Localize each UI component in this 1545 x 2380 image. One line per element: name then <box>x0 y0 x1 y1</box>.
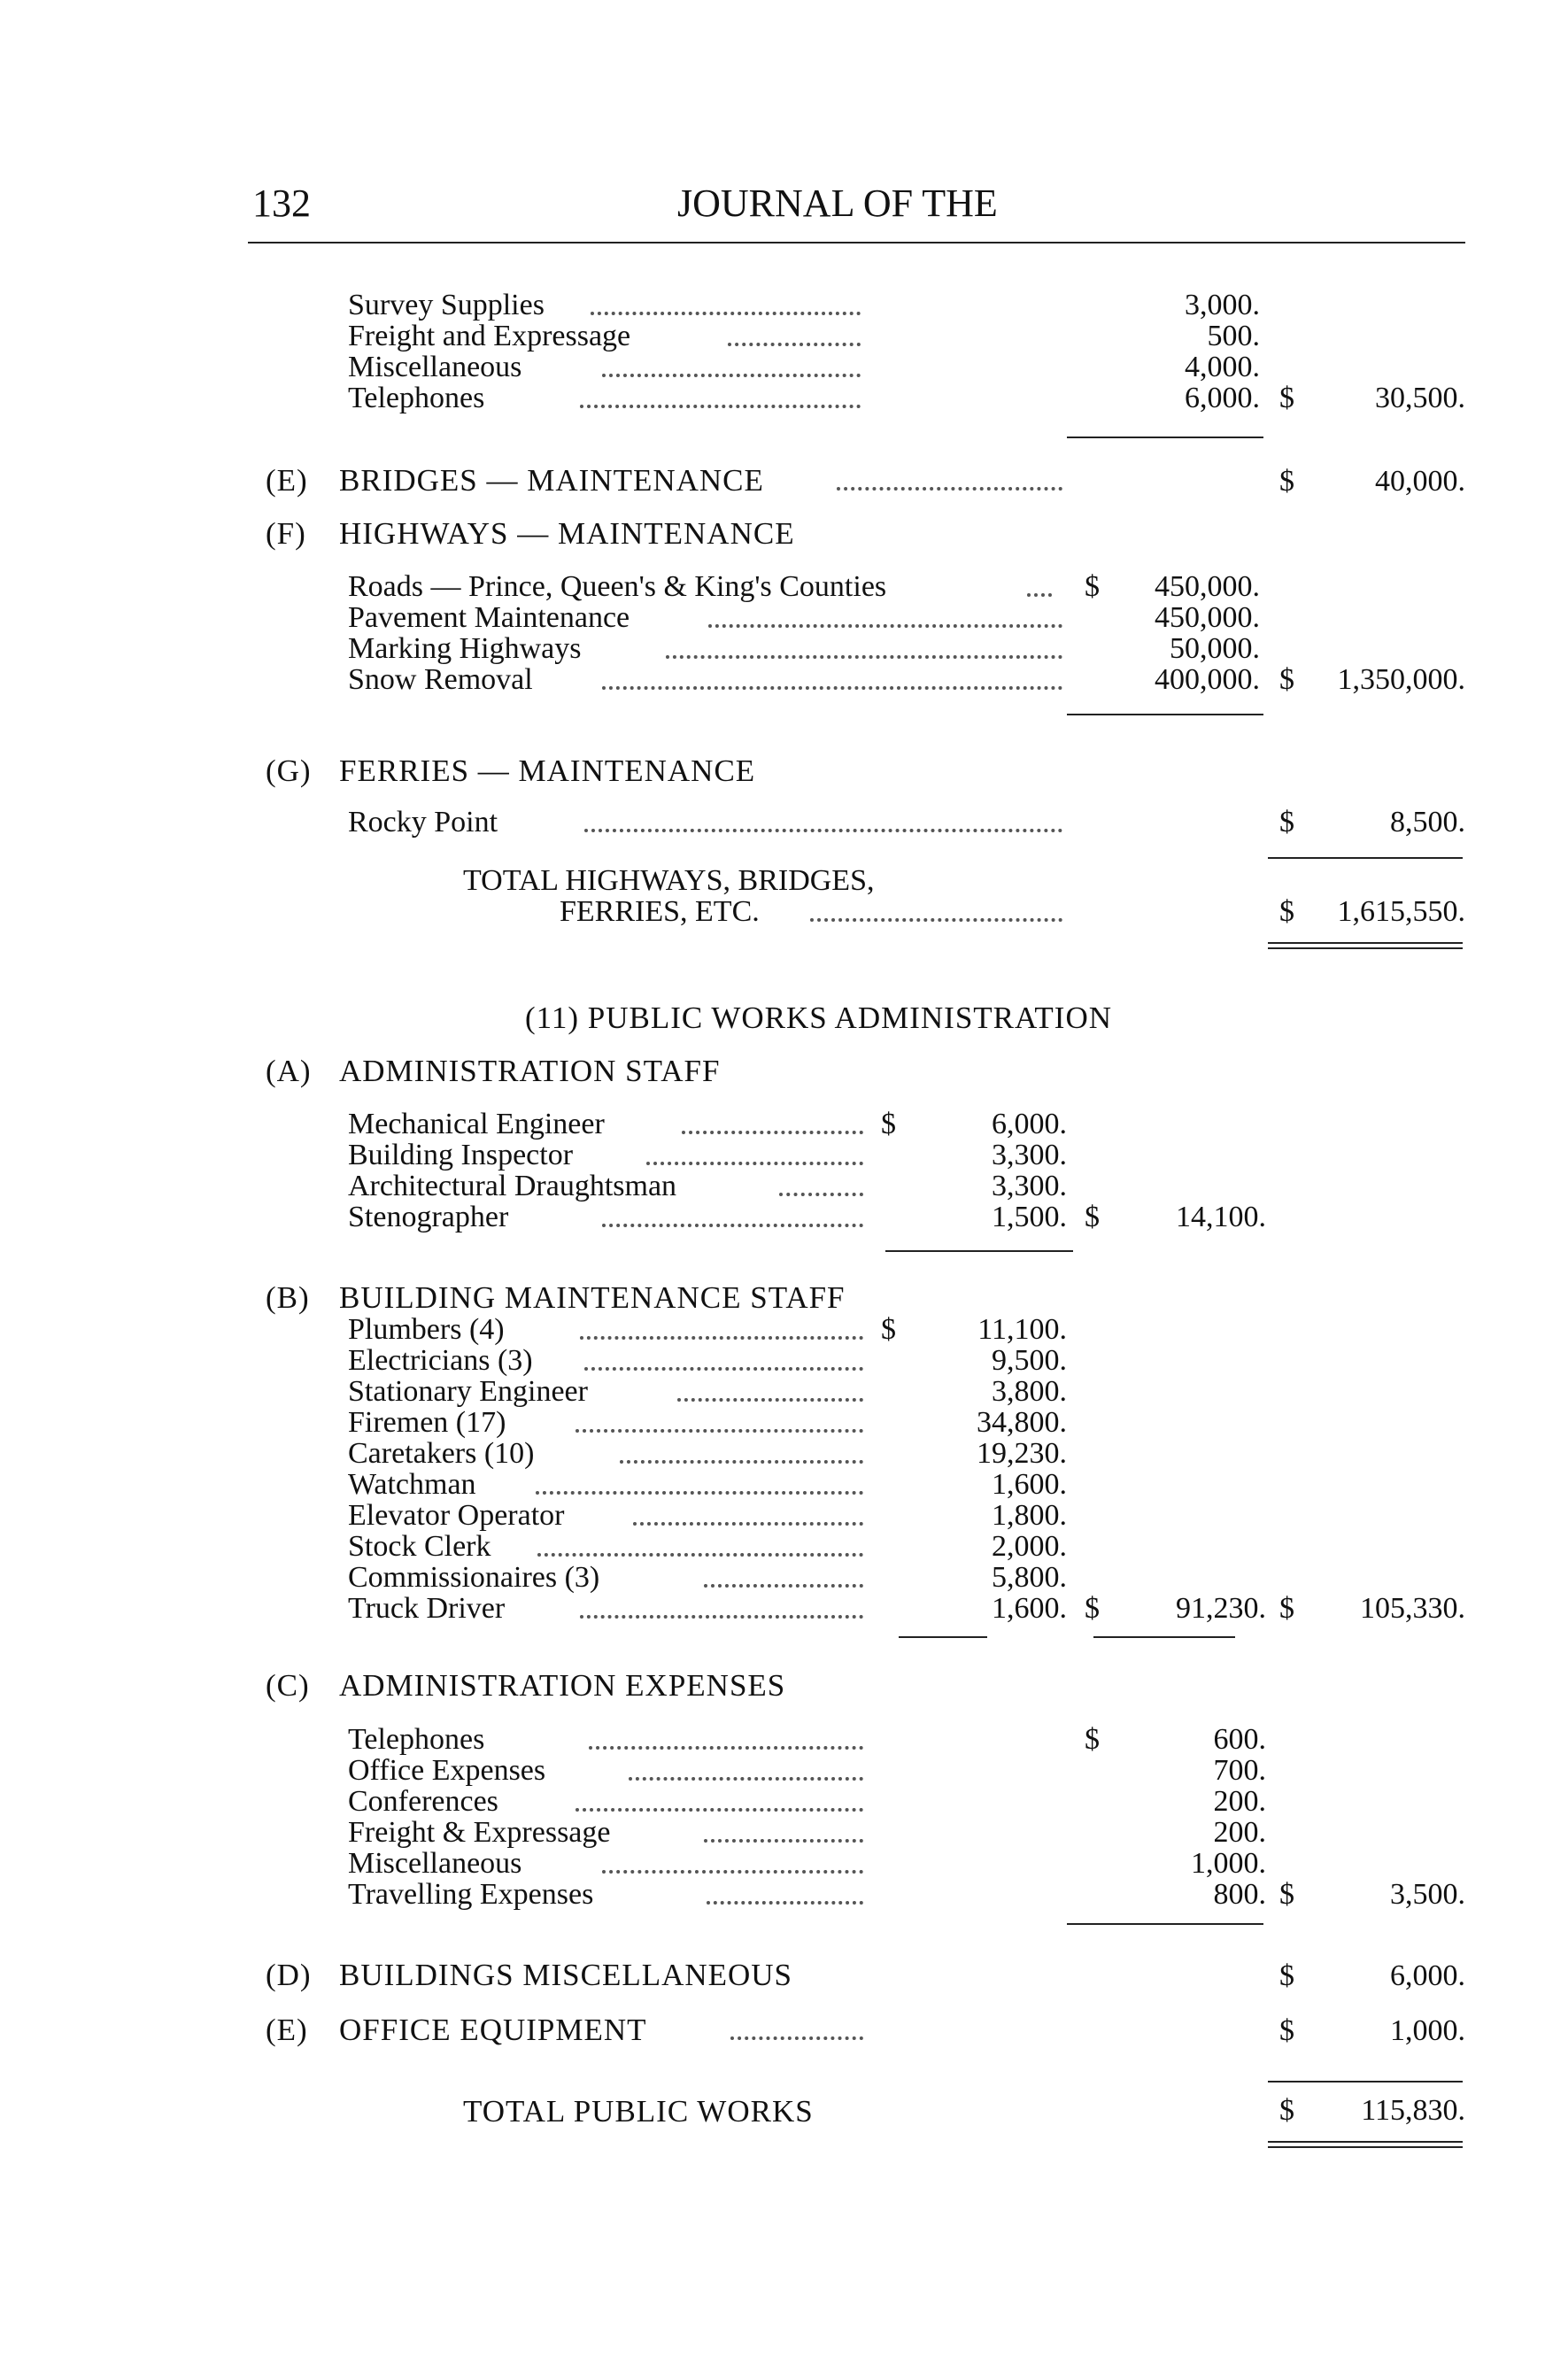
dot-leader <box>602 686 1062 690</box>
line-item-amount: 11,100. <box>977 1313 1067 1346</box>
dot-leader <box>707 1901 863 1905</box>
page-header-title: JOURNAL OF THE <box>677 182 998 225</box>
subtotal-rule <box>1093 1636 1235 1638</box>
line-item-label: Conferences <box>348 1785 498 1818</box>
line-item-amount: 450,000. <box>1155 570 1260 603</box>
line-item-amount: 34,800. <box>977 1406 1067 1439</box>
line-item-label: Stationary Engineer <box>348 1375 588 1408</box>
line-item-amount: 500. <box>1207 320 1260 352</box>
dot-leader <box>536 1491 863 1495</box>
dot-leader <box>580 1615 863 1619</box>
total-double-rule <box>1268 942 1463 949</box>
section-letter: (A) <box>266 1054 312 1088</box>
total-rule <box>1268 2081 1463 2082</box>
line-item-amount: 4,000. <box>1185 351 1260 383</box>
total-label: TOTAL HIGHWAYS, BRIDGES, <box>463 864 875 897</box>
line-item-label: Miscellaneous <box>348 1847 522 1880</box>
line-item-amount: 400,000. <box>1155 663 1260 696</box>
subtotal-rule <box>1067 714 1263 715</box>
section-heading: HIGHWAYS — MAINTENANCE <box>339 516 795 551</box>
section-letter: (E) <box>266 463 308 498</box>
section-heading: FERRIES — MAINTENANCE <box>339 753 756 788</box>
line-item-amount: 450,000. <box>1155 601 1260 634</box>
dollar-sign: $ <box>1279 465 1294 498</box>
line-item-label: Telephones <box>348 1723 485 1756</box>
line-item-amount: 50,000. <box>1170 632 1260 665</box>
subtotal-rule <box>1268 857 1463 859</box>
line-item-amount: 200. <box>1213 1785 1266 1818</box>
section-heading: ADMINISTRATION STAFF <box>339 1054 721 1088</box>
line-item-label: Electricians (3) <box>348 1344 533 1377</box>
dot-leader <box>837 487 1062 491</box>
dot-leader <box>666 655 1062 659</box>
dot-leader <box>620 1460 863 1464</box>
line-item-label: Stenographer <box>348 1201 509 1233</box>
dollar-sign: $ <box>1279 1592 1294 1625</box>
line-item-amount: 1,600. <box>992 1592 1067 1625</box>
section-letter: (E) <box>266 2013 308 2047</box>
line-item-label: Architectural Draughtsman <box>348 1170 677 1202</box>
header-rule <box>248 242 1465 243</box>
page-number: 132 <box>252 182 311 225</box>
line-item-label: Pavement Maintenance <box>348 601 630 634</box>
dollar-sign: $ <box>1279 2094 1294 2127</box>
dot-leader <box>629 1777 863 1781</box>
line-item-amount: 1,500. <box>992 1201 1067 1233</box>
line-item-amount: 1,000. <box>1191 1847 1266 1880</box>
line-item-label: Truck Driver <box>348 1592 506 1625</box>
subtotal-rule <box>1067 1923 1263 1925</box>
dollar-sign: $ <box>1279 895 1294 928</box>
total-amount: 1,615,550. <box>1337 895 1465 928</box>
subtotal-rule <box>1067 437 1263 438</box>
line-item-label: Marking Highways <box>348 632 582 665</box>
section-letter: (B) <box>266 1280 310 1315</box>
dollar-sign: $ <box>1279 1878 1294 1911</box>
section-title: (11) PUBLIC WORKS ADMINISTRATION <box>525 1001 1112 1035</box>
grand-subtotal-amount: 105,330. <box>1360 1592 1465 1625</box>
dot-leader <box>537 1553 863 1557</box>
line-item-label: Stock Clerk <box>348 1530 491 1563</box>
line-item-label: Building Inspector <box>348 1139 574 1171</box>
dot-leader <box>589 1746 863 1750</box>
subtotal-amount: 91,230. <box>1176 1592 1266 1625</box>
line-item-amount: 3,300. <box>992 1139 1067 1171</box>
dot-leader <box>580 405 861 408</box>
line-item-label: Commissionaires (3) <box>348 1561 600 1594</box>
dot-leader <box>633 1522 863 1526</box>
line-item-amount: 600. <box>1213 1723 1266 1756</box>
subtotal-amount: 3,500. <box>1390 1878 1465 1911</box>
line-item-label: Freight and Expressage <box>348 320 631 352</box>
line-item-amount: 3,800. <box>992 1375 1067 1408</box>
section-letter: (F) <box>266 516 306 551</box>
line-item-amount: 9,500. <box>992 1344 1067 1377</box>
dollar-sign: $ <box>1085 570 1100 603</box>
line-item-label: Telephones <box>348 382 485 414</box>
dot-leader <box>584 829 1062 832</box>
dot-leader <box>646 1162 863 1165</box>
line-item-amount: 6,000. <box>992 1108 1067 1140</box>
dot-leader <box>810 918 1062 922</box>
dollar-sign: $ <box>1085 1201 1100 1233</box>
dollar-sign: $ <box>1085 1723 1100 1756</box>
dot-leader <box>591 312 861 315</box>
total-label: TOTAL PUBLIC WORKS <box>463 2094 814 2129</box>
subtotal-rule <box>885 1250 1073 1252</box>
line-item-label: Snow Removal <box>348 663 533 696</box>
line-item-label: Firemen (17) <box>348 1406 506 1439</box>
section-amount: 6,000. <box>1390 1959 1465 1992</box>
section-letter: (D) <box>266 1958 312 1992</box>
line-item-label: Survey Supplies <box>348 289 545 321</box>
line-item-amount: 700. <box>1213 1754 1266 1787</box>
subtotal-rule <box>899 1636 987 1638</box>
dollar-sign: $ <box>881 1108 896 1140</box>
dollar-sign: $ <box>1085 1592 1100 1625</box>
line-item-amount: 5,800. <box>992 1561 1067 1594</box>
line-item-label: Travelling Expenses <box>348 1878 594 1911</box>
dot-leader <box>576 1808 863 1812</box>
dollar-sign: $ <box>1279 1959 1294 1992</box>
line-item-label: Watchman <box>348 1468 476 1501</box>
section-heading: BUILDINGS MISCELLANEOUS <box>339 1958 793 1992</box>
line-item-amount: 1,600. <box>992 1468 1067 1501</box>
line-item-amount: 6,000. <box>1185 382 1260 414</box>
line-item-label: Rocky Point <box>348 806 498 838</box>
dot-leader <box>602 374 861 377</box>
subtotal-amount: 30,500. <box>1375 382 1465 414</box>
section-heading: BUILDING MAINTENANCE STAFF <box>339 1280 846 1315</box>
section-letter: (C) <box>266 1668 310 1703</box>
total-amount: 115,830. <box>1361 2094 1465 2127</box>
section-heading: BRIDGES — MAINTENANCE <box>339 463 764 498</box>
dot-leader <box>728 343 861 346</box>
dot-leader <box>580 1336 863 1340</box>
line-item-amount: 200. <box>1213 1816 1266 1849</box>
dollar-sign: $ <box>881 1313 896 1346</box>
dollar-sign: $ <box>1279 806 1294 838</box>
line-item-label: Miscellaneous <box>348 351 522 383</box>
total-label: FERRIES, ETC. <box>560 895 760 928</box>
line-item-label: Office Expenses <box>348 1754 546 1787</box>
line-item-label: Plumbers (4) <box>348 1313 505 1346</box>
line-item-label: Caretakers (10) <box>348 1437 535 1470</box>
line-item-label: Mechanical Engineer <box>348 1108 605 1140</box>
dot-leader <box>677 1398 863 1402</box>
dollar-sign: $ <box>1279 663 1294 696</box>
dot-leader <box>584 1367 863 1371</box>
line-item-amount: 3,300. <box>992 1170 1067 1202</box>
dot-leader <box>708 624 1062 628</box>
section-amount: 40,000. <box>1375 465 1465 498</box>
subtotal-amount: 1,350,000. <box>1337 663 1465 696</box>
dot-leader <box>576 1429 863 1433</box>
line-item-amount: 3,000. <box>1185 289 1260 321</box>
line-item-label: Elevator Operator <box>348 1499 565 1532</box>
dot-leader <box>704 1839 863 1843</box>
section-heading: OFFICE EQUIPMENT <box>339 2013 647 2047</box>
line-item-amount: 1,800. <box>992 1499 1067 1532</box>
section-letter: (G) <box>266 753 312 788</box>
line-item-amount: 19,230. <box>977 1437 1067 1470</box>
section-amount: 1,000. <box>1390 2014 1465 2047</box>
dot-leader <box>602 1224 863 1227</box>
total-double-rule <box>1268 2141 1463 2148</box>
dollar-sign: $ <box>1279 2014 1294 2047</box>
section-heading: ADMINISTRATION EXPENSES <box>339 1668 786 1703</box>
subtotal-amount: 14,100. <box>1176 1201 1266 1233</box>
line-item-amount: 2,000. <box>992 1530 1067 1563</box>
line-item-label: Freight & Expressage <box>348 1816 611 1849</box>
line-item-amount: 800. <box>1213 1878 1266 1911</box>
dot-leader <box>602 1870 863 1874</box>
line-item-label: Roads — Prince, Queen's & King's Counties <box>348 570 887 603</box>
dollar-sign: $ <box>1279 382 1294 414</box>
dot-leader <box>730 2036 863 2040</box>
line-item-amount: 8,500. <box>1390 806 1465 838</box>
